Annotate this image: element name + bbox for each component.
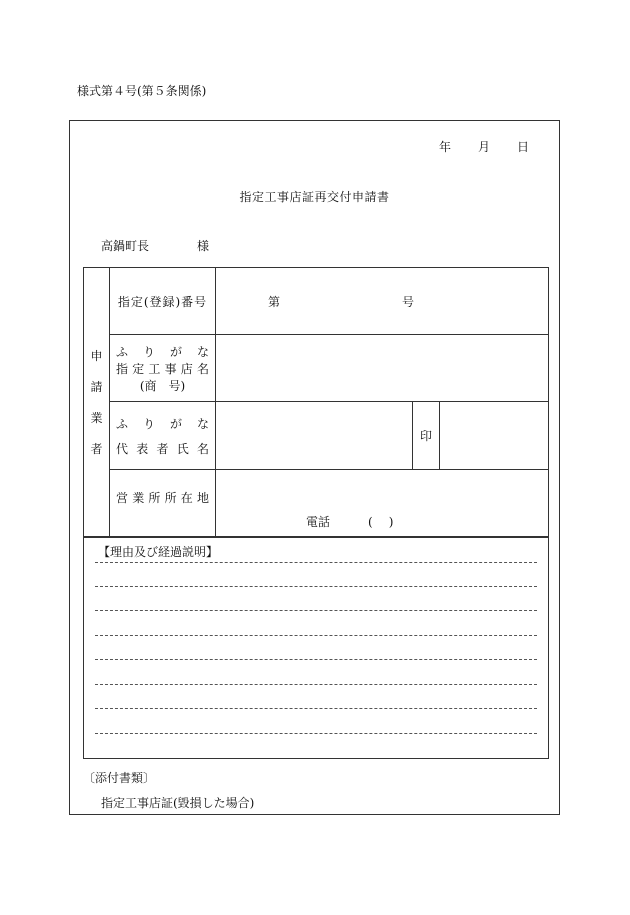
document-title: 指定工事店証再交付申請書 bbox=[239, 190, 390, 204]
date-month-label: 月 bbox=[477, 140, 490, 154]
dotted-line bbox=[95, 684, 537, 685]
reg-number-field[interactable] bbox=[216, 268, 549, 335]
seal-label: 印 bbox=[413, 402, 440, 469]
telephone-label: 電話 bbox=[306, 515, 331, 529]
reg-number-go: 号 bbox=[402, 295, 415, 309]
dotted-line bbox=[95, 586, 537, 587]
store-name-field[interactable] bbox=[216, 335, 549, 402]
furigana-char: ふ bbox=[116, 344, 129, 359]
dotted-line bbox=[95, 733, 537, 734]
addressee bbox=[101, 237, 209, 254]
furigana-char: り bbox=[142, 344, 155, 359]
applicant-table bbox=[83, 267, 549, 537]
store-name-char: 工 bbox=[148, 361, 161, 376]
applicant-side-label bbox=[84, 268, 110, 537]
address-char: 所 bbox=[164, 490, 177, 505]
furigana-char: な bbox=[196, 344, 209, 359]
office-address-label bbox=[110, 470, 216, 537]
date-year-label: 年 bbox=[438, 140, 451, 154]
dotted-line bbox=[95, 562, 537, 563]
addressee-name: 高鍋町長 bbox=[101, 239, 150, 253]
store-name-char: 店 bbox=[180, 361, 193, 376]
seal-field[interactable] bbox=[440, 402, 548, 469]
rep-name-char: 名 bbox=[196, 441, 209, 456]
attachments-item: 指定工事店証(毀損した場合) bbox=[101, 796, 255, 810]
rep-name-char: 代 bbox=[116, 441, 129, 456]
address-char: 営 bbox=[116, 490, 129, 505]
addressee-honorific: 様 bbox=[197, 239, 210, 253]
reg-number-label: 指定(登録)番号 bbox=[110, 268, 216, 335]
dotted-line bbox=[95, 610, 537, 611]
reg-number-row bbox=[84, 268, 549, 335]
furigana-char: ふ bbox=[116, 416, 129, 431]
reason-box[interactable] bbox=[83, 537, 549, 759]
representative-label bbox=[110, 402, 216, 470]
address-char: 地 bbox=[196, 490, 209, 505]
furigana-char: が bbox=[169, 344, 182, 359]
address-char: 所 bbox=[148, 490, 161, 505]
office-address-field[interactable] bbox=[216, 470, 549, 537]
date-row bbox=[439, 138, 529, 155]
store-name-row bbox=[84, 335, 549, 402]
rep-name-char: 者 bbox=[156, 441, 169, 456]
telephone-line bbox=[306, 513, 393, 530]
form-number: 様式第４号(第５条関係) bbox=[77, 84, 207, 98]
representative-name-field[interactable] bbox=[216, 402, 413, 469]
address-char: 業 bbox=[132, 490, 145, 505]
trade-name-label: (商 号) bbox=[139, 378, 186, 393]
office-address-row bbox=[84, 470, 549, 537]
store-name-char: 指 bbox=[116, 361, 129, 376]
store-name-char: 事 bbox=[164, 361, 177, 376]
rep-name-char: 表 bbox=[136, 441, 149, 456]
area-code-open: ( bbox=[368, 515, 373, 529]
application-form-frame bbox=[69, 120, 560, 815]
reason-title: 【理由及び経過説明】 bbox=[98, 545, 219, 559]
furigana-char: り bbox=[142, 416, 155, 431]
dotted-line bbox=[95, 708, 537, 709]
applicant-char: 業 bbox=[90, 411, 103, 425]
date-day-label: 日 bbox=[516, 140, 529, 154]
area-code-close: ) bbox=[388, 515, 394, 529]
dotted-line bbox=[95, 659, 537, 660]
applicant-char: 申 bbox=[90, 349, 103, 363]
store-name-label bbox=[110, 335, 216, 402]
applicant-char: 請 bbox=[90, 380, 103, 394]
applicant-char: 者 bbox=[90, 442, 103, 456]
rep-name-char: 氏 bbox=[176, 441, 189, 456]
representative-field-cell bbox=[216, 402, 549, 470]
furigana-char: が bbox=[169, 416, 182, 431]
store-name-char: 名 bbox=[196, 361, 209, 376]
furigana-char: な bbox=[196, 416, 209, 431]
address-char: 在 bbox=[180, 490, 193, 505]
representative-row bbox=[84, 402, 549, 470]
dotted-line bbox=[95, 635, 537, 636]
store-name-char: 定 bbox=[132, 361, 145, 376]
attachments-title: 〔添付書類〕 bbox=[83, 771, 156, 785]
reg-number-dai: 第 bbox=[268, 295, 281, 309]
